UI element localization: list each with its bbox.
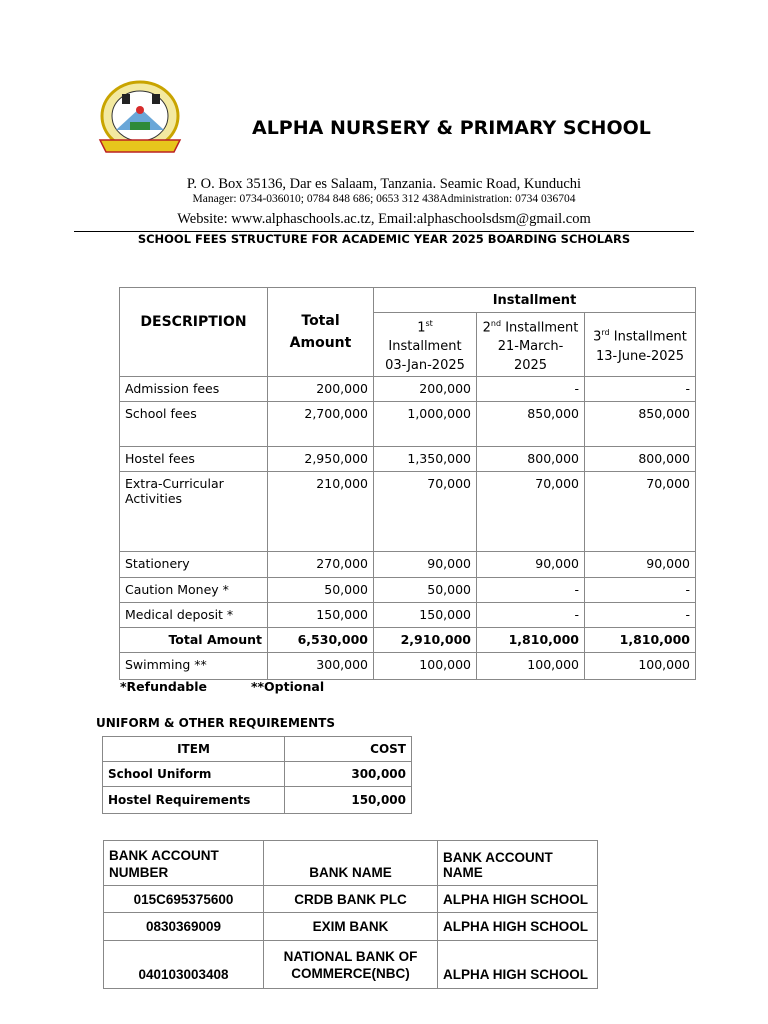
header-bank-name: BANK NAME (264, 841, 438, 886)
fee-installment-2: - (477, 578, 585, 603)
fee-installment-2: - (477, 603, 585, 628)
header-account-number: BANK ACCOUNT NUMBER (104, 841, 264, 886)
installment-date: Installment 13-June-2025 (595, 329, 687, 364)
fee-installment-1: 150,000 (374, 603, 477, 628)
fee-installment-2: 90,000 (477, 552, 585, 578)
document-subtitle: SCHOOL FEES STRUCTURE FOR ACADEMIC YEAR 2025 BOARDING SCHOLARS (137, 232, 631, 246)
uniform-section-title: UNIFORM & OTHER REQUIREMENTS (96, 716, 335, 730)
note-refundable: *Refundable (120, 679, 207, 694)
fee-row (120, 447, 696, 472)
fee-installment-1: 50,000 (374, 578, 477, 603)
fee-description: School fees (120, 402, 268, 447)
fee-installment-3: 850,000 (585, 402, 696, 447)
fee-description: Caution Money * (120, 578, 268, 603)
address: P. O. Box 35136, Dar es Salaam, Tanzania. Seamic Road, Kunduchi (186, 176, 582, 192)
bank-name: NATIONAL BANK OF COMMERCE(NBC) (264, 941, 438, 989)
fee-description: Swimming ** (120, 653, 268, 680)
fee-installment-1: 1,350,000 (374, 447, 477, 472)
fee-installment-2: 850,000 (477, 402, 585, 447)
fee-installment-2: 70,000 (477, 472, 585, 552)
ordinal-suffix: nd (490, 318, 502, 328)
school-logo (94, 80, 186, 158)
fee-row (120, 603, 696, 628)
phone-numbers: Manager: 0734-036010; 0784 848 686; 0653 312 438Administration: 0734 036704 (192, 193, 576, 205)
bank-accounts-table (103, 840, 598, 989)
installment-date: Installment 03-Jan-2025 (385, 339, 465, 374)
fee-installment-3: 1,810,000 (585, 628, 696, 653)
item-name: School Uniform (103, 762, 285, 787)
fee-total: 300,000 (268, 653, 374, 680)
fee-installment-2: 1,810,000 (477, 628, 585, 653)
fee-row (120, 653, 696, 680)
fee-installment-2: 100,000 (477, 653, 585, 680)
fee-total: 2,700,000 (268, 402, 374, 447)
fee-installment-1: 90,000 (374, 552, 477, 578)
header-cost: COST (285, 737, 412, 762)
fee-description: Admission fees (120, 377, 268, 402)
fee-installment-3: 800,000 (585, 447, 696, 472)
fee-installment-3: 100,000 (585, 653, 696, 680)
fee-total: 2,950,000 (268, 447, 374, 472)
ordinal-suffix: st (425, 318, 433, 328)
fee-total: 150,000 (268, 603, 374, 628)
account-name: ALPHA HIGH SCHOOL (438, 886, 598, 913)
fee-installment-3: 70,000 (585, 472, 696, 552)
fee-total: 200,000 (268, 377, 374, 402)
account-number: 015C695375600 (104, 886, 264, 913)
fee-description: Medical deposit * (120, 603, 268, 628)
ordinal: 2 (482, 320, 491, 336)
fee-installment-1: 1,000,000 (374, 402, 477, 447)
header-item: ITEM (103, 737, 285, 762)
fee-row (120, 578, 696, 603)
fee-installment-3: 90,000 (585, 552, 696, 578)
item-name: Hostel Requirements (103, 787, 285, 814)
header-installment-1 (374, 313, 477, 377)
bank-name: EXIM BANK (264, 913, 438, 941)
fee-installment-2: 800,000 (477, 447, 585, 472)
fee-installment-2: - (477, 377, 585, 402)
ordinal: 1 (417, 320, 426, 336)
fee-description: Extra-Curricular Activities (120, 472, 268, 552)
note-optional: **Optional (250, 679, 325, 694)
fee-description: Hostel fees (120, 447, 268, 472)
item-cost: 150,000 (285, 787, 412, 814)
fee-installment-1: 100,000 (374, 653, 477, 680)
header-installment-2 (477, 313, 585, 377)
installment-date: Installment 21-March-2025 (497, 320, 579, 374)
header-installment: Installment (374, 288, 696, 313)
item-cost: 300,000 (285, 762, 412, 787)
total-row (120, 628, 696, 653)
fee-installment-3: - (585, 603, 696, 628)
fee-description: Stationery (120, 552, 268, 578)
header-account-name: BANK ACCOUNT NAME (438, 841, 598, 886)
fee-installment-1: 2,910,000 (374, 628, 477, 653)
fee-row (120, 472, 696, 552)
school-name: ALPHA NURSERY & PRIMARY SCHOOL (252, 117, 651, 139)
ordinal-suffix: rd (601, 328, 610, 338)
fees-table (119, 287, 696, 680)
fee-description: Total Amount (120, 628, 268, 653)
fee-row (120, 377, 696, 402)
fee-installment-3: - (585, 578, 696, 603)
fee-installment-3: - (585, 377, 696, 402)
fee-installment-1: 200,000 (374, 377, 477, 402)
account-name: ALPHA HIGH SCHOOL (438, 913, 598, 941)
header-installment-3 (585, 313, 696, 377)
ordinal: 3 (593, 329, 602, 345)
header-description: DESCRIPTION (120, 288, 268, 377)
fee-total: 210,000 (268, 472, 374, 552)
fee-installment-1: 70,000 (374, 472, 477, 552)
bank-name: CRDB BANK PLC (264, 886, 438, 913)
account-number: 0830369009 (104, 913, 264, 941)
fee-total: 6,530,000 (268, 628, 374, 653)
website-email: Website: www.alphaschools.ac.tz, Email:alphaschoolsdsm@gmail.com (177, 211, 591, 227)
footnotes (120, 679, 368, 694)
account-name: ALPHA HIGH SCHOOL (438, 941, 598, 989)
fee-total: 270,000 (268, 552, 374, 578)
fee-row (120, 552, 696, 578)
fee-row (120, 402, 696, 447)
header-total-amount: Total Amount (268, 288, 374, 377)
fee-total: 50,000 (268, 578, 374, 603)
account-number: 040103003408 (104, 941, 264, 989)
uniform-table (102, 736, 412, 814)
